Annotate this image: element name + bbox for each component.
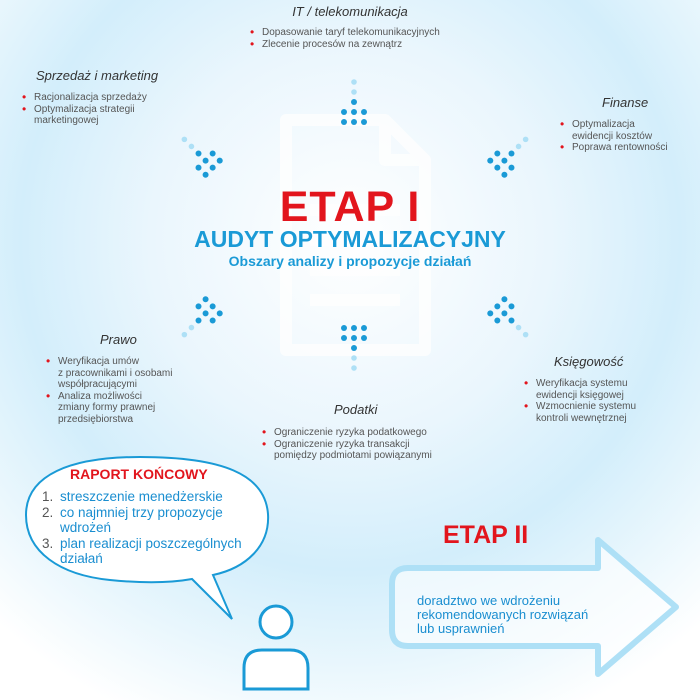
raport-item: [42, 505, 262, 535]
area-sprzedaz-item: • Racjonalizacja sprzedaży: [22, 92, 182, 104]
dot-arrow-top-left: [173, 128, 224, 179]
raport-item-text: co najmniej trzy propozycje wdrożeń: [60, 505, 223, 535]
area-finanse: [560, 95, 690, 154]
dot-arrow-bottom-right: [486, 295, 537, 346]
area-sprzedaz-item: • Optymalizacja strategii marketingowej: [22, 104, 182, 127]
area-it: [250, 4, 470, 50]
area-sprzedaz-title: Sprzedaż i marketing: [36, 68, 159, 83]
raport-item-text: streszczenie menedżerskie: [60, 489, 223, 504]
areas-caption: Obszary analizy i propozycje działań: [228, 253, 472, 269]
etap2-text: doradztwo we wdrożeniu rekomendowanych rozwiązań lub usprawnień: [417, 593, 589, 636]
area-prawo: [46, 332, 206, 425]
raport-item-number: 2.: [42, 505, 54, 520]
area-podatki: [262, 402, 472, 462]
audyt-subtitle: AUDYT OPTYMALIZACYJNY: [194, 226, 506, 252]
dot-arrow-top-right: [486, 128, 537, 179]
area-ksiegowosc-item: • Weryfikacja systemu ewidencji księgowej: [524, 378, 684, 401]
raport-item-text: plan realizacji poszczególnych działań: [60, 536, 242, 566]
area-ksiegowosc-item: • Wzmocnienie systemu kontroli wewnętrznej: [524, 401, 684, 424]
raport-item: [42, 536, 262, 566]
area-it-item: • Dopasowanie taryf telekomunikacyjnych: [250, 27, 470, 39]
person-icon: [244, 606, 308, 689]
area-podatki-item: • Ograniczenie ryzyka transakcji pomiędzy podmiotami powiązanymi: [262, 439, 472, 462]
raport-item: [42, 489, 262, 504]
area-it-item: • Zlecenie procesów na zewnątrz: [250, 39, 470, 51]
area-finanse-item: • Optymalizacja ewidencji kosztów: [560, 119, 690, 142]
etap2-title: ETAP II: [443, 521, 529, 549]
area-prawo-title: Prawo: [100, 332, 137, 347]
area-finanse-item: • Poprawa rentowności: [560, 142, 690, 154]
area-podatki-title: Podatki: [334, 402, 378, 417]
area-ksiegowosc: [524, 354, 684, 424]
raport-item-number: 1.: [42, 489, 54, 504]
raport-item-number: 3.: [42, 536, 54, 551]
area-it-title: IT / telekomunikacja: [292, 4, 408, 19]
etap1-title: ETAP I: [279, 183, 421, 231]
area-ksiegowosc-title: Księgowość: [554, 354, 624, 369]
area-finanse-title: Finanse: [602, 95, 649, 110]
raport-list: [42, 489, 262, 567]
area-podatki-item: • Ograniczenie ryzyka podatkowego: [262, 427, 472, 439]
raport-title: RAPORT KOŃCOWY: [70, 466, 208, 482]
area-sprzedaz: [22, 68, 182, 127]
area-prawo-item: • Weryfikacja umów z pracownikami i osobami współpracującymi: [46, 356, 206, 391]
area-prawo-item: • Analiza możliwości zmiany formy prawnej przedsiębiorstwa: [46, 391, 206, 426]
